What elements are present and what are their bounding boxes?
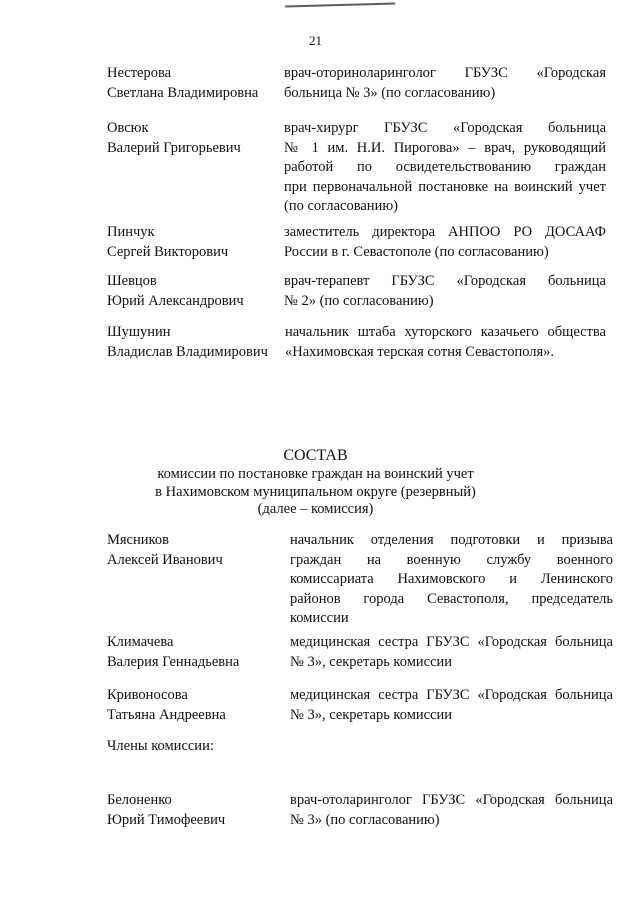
position-text [285,323,606,362]
members-label: Члены комиссии: [107,738,214,754]
person-name [107,791,282,830]
position-text [284,223,606,262]
position-text [290,791,613,830]
section-subtitle-line: в Нахимовском муниципальном округе (резервный) [155,483,476,500]
position-line: № 3», секретарь комиссии [290,706,453,723]
position-line: России в г. Севастополе (по согласованию) [284,243,549,260]
position-line: при первоначальной постановке на воинский учет [284,178,606,195]
given-names: Татьяна Андреевна [107,706,226,723]
position-line: начальник отделения подготовки и призыва [290,532,613,548]
position-line: врач-оториноларинголог ГБУЗС «Городская [284,65,606,81]
position-line: районов города Севастополя, председатель [290,590,613,607]
person-name [107,323,282,362]
position-line: № 1 им. Н.И. Пирогова» – врач, руководящий [284,139,606,156]
position-line: врач-терапевт ГБУЗС «Городская больница [284,273,606,289]
position-text [284,119,606,217]
section-subtitle-line: (далее – комиссия) [257,501,374,517]
person-name [107,531,282,570]
position-text [290,531,613,629]
position-line: № 3» (по согласованию) [290,811,440,828]
given-names: Владислав Владимирович [107,343,268,360]
position-line: № 3», секретарь комиссии [290,653,453,670]
position-line: медицинская сестра ГБУЗС «Городская больница [290,687,613,703]
position-line: врач-хирург ГБУЗС «Городская больница [284,120,606,136]
surname: Шушунин [107,324,171,340]
position-line: работой по освидетельствованию граждан [284,159,606,175]
scan-artifact-line [285,0,395,7]
position-line: медицинская сестра ГБУЗС «Городская больница [290,634,613,650]
surname: Кривоносова [107,687,188,703]
position-text [290,633,613,672]
surname: Шевцов [107,273,157,289]
position-text [290,686,613,725]
surname: Овсюк [107,120,149,136]
person-name [107,272,282,311]
given-names: Светлана Владимировна [107,84,259,101]
position-line: начальник штаба хуторского казачьего общества [285,324,606,340]
surname: Пинчук [107,224,155,240]
section-subtitle-line: комиссии по постановке граждан на воинский учет [157,466,474,482]
position-line: больница № 3» (по согласованию) [284,84,496,101]
person-name [107,64,282,103]
section-title: СОСТАВ [283,447,348,464]
given-names: Валерий Григорьевич [107,139,241,156]
given-names: Алексей Иванович [107,551,223,568]
position-text [284,64,606,103]
position-line: граждан на военную службу военного [290,551,613,568]
person-name [107,223,282,262]
given-names: Юрий Александрович [107,292,244,309]
position-line: комиссии [290,610,349,626]
person-name [107,119,282,158]
section-header [0,446,631,519]
surname: Белоненко [107,792,172,808]
position-line: «Нахимовская терская сотня Севастополя». [285,343,555,360]
position-line: комиссариата Нахимовского и Ленинского [290,571,613,587]
position-line: № 2» (по согласованию) [284,292,434,309]
person-name [107,633,282,672]
position-line: врач-отоларинголог ГБУЗС «Городская больница [290,792,613,808]
given-names: Сергей Викторович [107,243,229,260]
surname: Климачева [107,634,174,650]
page-number: 21 [309,33,322,48]
position-text [284,272,606,311]
person-name [107,686,282,725]
given-names: Юрий Тимофеевич [107,811,226,828]
position-line: заместитель директора АНПОО РО ДОСААФ [284,224,606,240]
surname: Нестерова [107,65,172,81]
surname: Мясников [107,532,169,548]
given-names: Валерия Геннадьевна [107,653,240,670]
position-line: (по согласованию) [284,198,398,214]
